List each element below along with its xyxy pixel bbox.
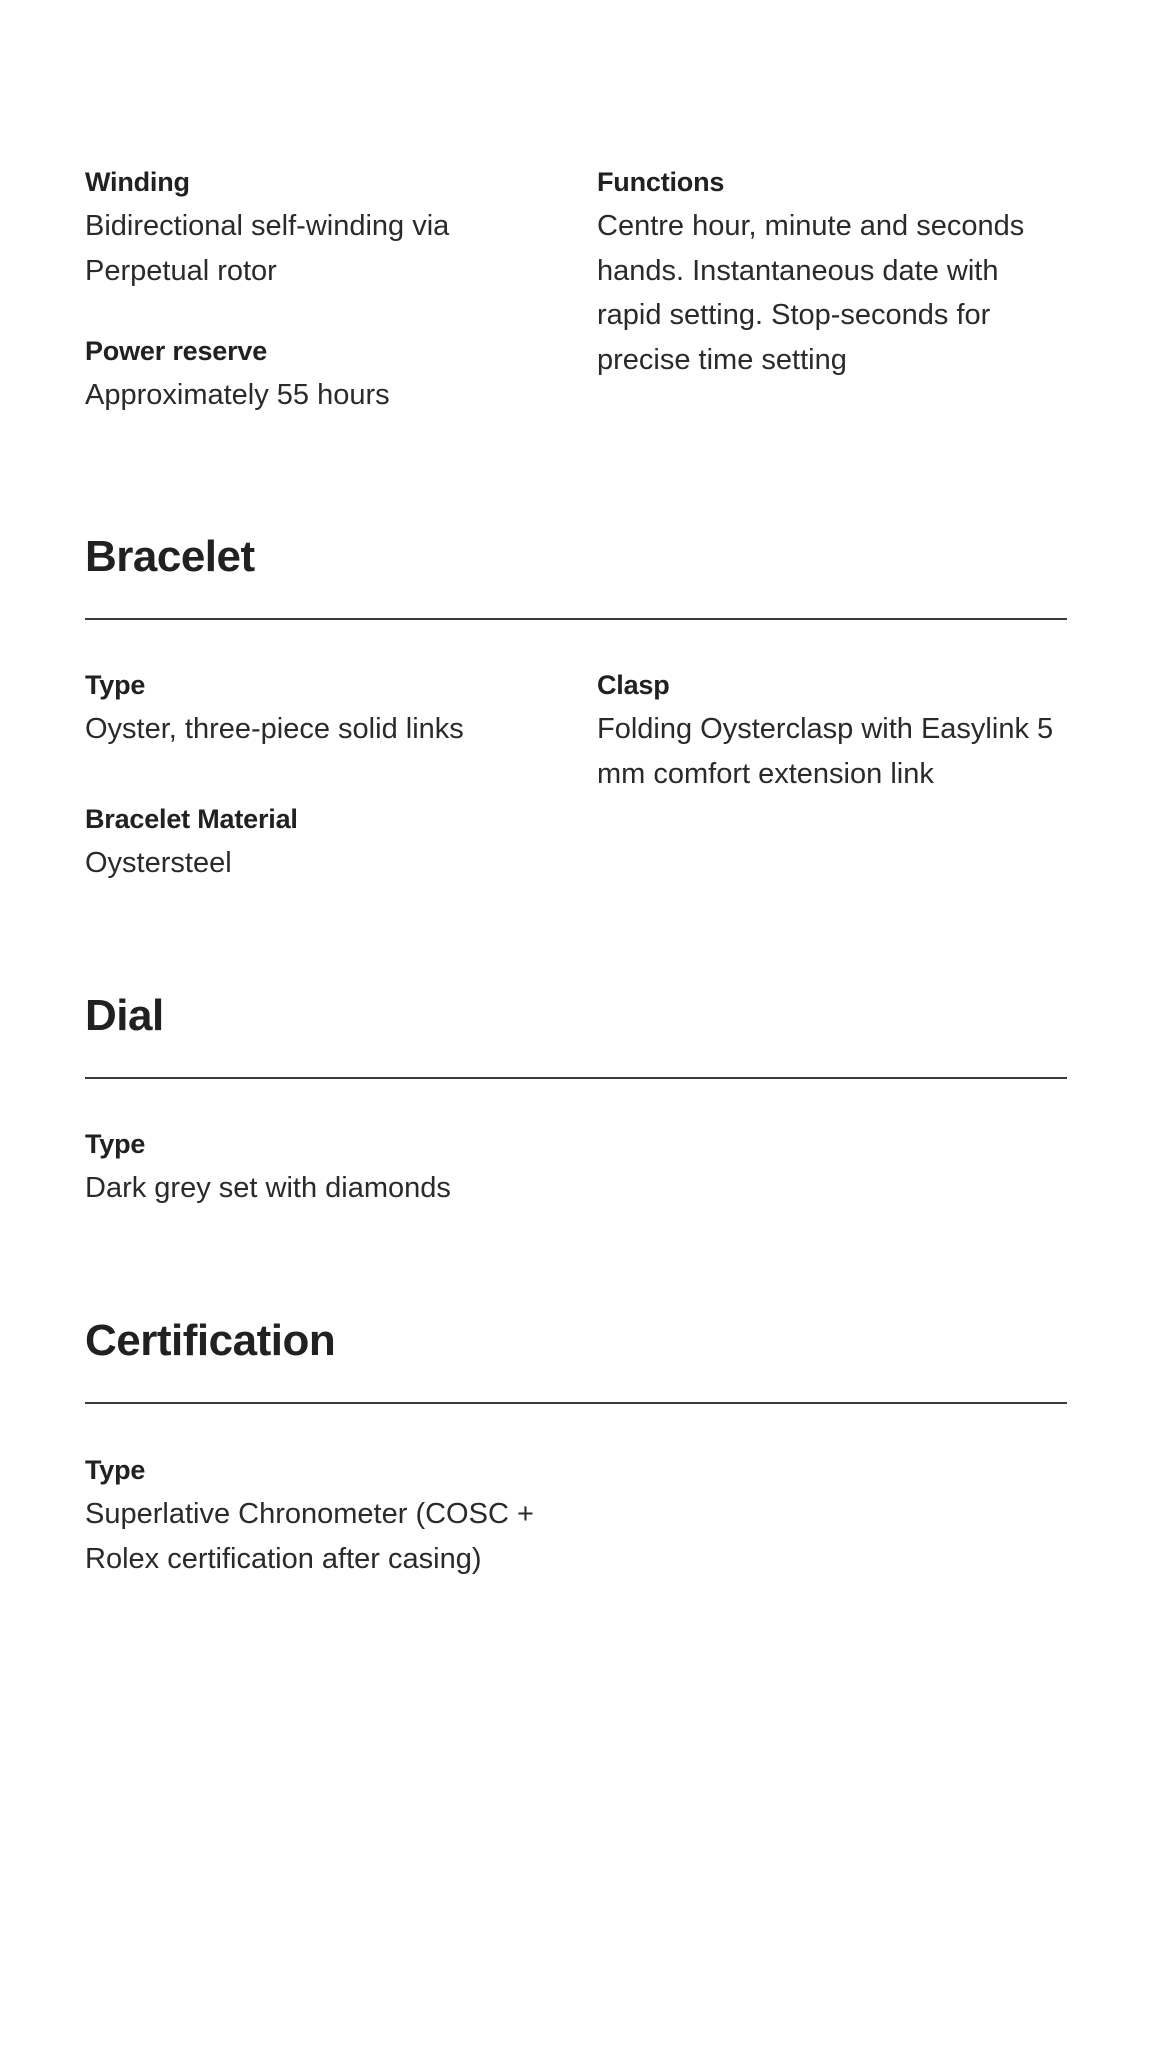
dial-section bbox=[85, 986, 1067, 1046]
bracelet-specs-row bbox=[85, 663, 1067, 921]
movement-left-column bbox=[85, 160, 597, 454]
movement-specs-row bbox=[85, 160, 1067, 454]
section-title-certification: Certification bbox=[85, 1316, 336, 1365]
spec-value: Oyster, three-piece solid links bbox=[85, 713, 464, 745]
spec-label: Bracelet Material bbox=[85, 803, 298, 834]
spec-label: Clasp bbox=[597, 670, 670, 700]
spec-label: Power reserve bbox=[85, 336, 268, 366]
dial-divider bbox=[85, 1077, 1067, 1079]
spec-value: Folding Oysterclasp with Easylink 5 mm comfort extension link bbox=[597, 713, 1054, 790]
bracelet-section bbox=[85, 527, 1067, 587]
spec-label: Functions bbox=[597, 167, 725, 197]
bracelet-divider bbox=[85, 618, 1067, 620]
spec-dial-type bbox=[85, 1122, 1067, 1211]
spec-label: Type bbox=[85, 1455, 146, 1485]
spec-label: Type bbox=[85, 1129, 146, 1159]
spec-certification-type bbox=[85, 1448, 1067, 1581]
dial-specs bbox=[85, 1122, 1067, 1247]
section-title-bracelet: Bracelet bbox=[85, 532, 255, 581]
certification-section bbox=[85, 1311, 1067, 1371]
spec-value: Superlative Chronometer (COSC + Rolex certification after casing) bbox=[85, 1498, 534, 1575]
spec-value: Centre hour, minute and seconds hands. Instantaneous date with rapid setting. Stop-seconds for precise time setting bbox=[597, 210, 1025, 376]
spec-value: Approximately 55 hours bbox=[85, 379, 390, 411]
movement-right-column bbox=[597, 160, 1067, 454]
bracelet-right-column bbox=[597, 663, 1077, 921]
spec-bracelet-material bbox=[85, 797, 597, 886]
section-title-dial: Dial bbox=[85, 991, 164, 1040]
movement-specs bbox=[85, 160, 1067, 454]
spec-winding bbox=[85, 160, 597, 293]
spec-label: Winding bbox=[85, 167, 190, 197]
spec-value: Oystersteel bbox=[85, 846, 232, 879]
spec-value: Dark grey set with diamonds bbox=[85, 1172, 451, 1204]
spec-bracelet-type bbox=[85, 663, 597, 752]
certification-specs bbox=[85, 1448, 1067, 1617]
bracelet-specs bbox=[85, 663, 1067, 921]
spec-value: Bidirectional self-winding via Perpetual rotor bbox=[85, 210, 450, 287]
spec-power-reserve bbox=[85, 329, 597, 418]
spec-clasp bbox=[597, 663, 1077, 796]
certification-divider bbox=[85, 1402, 1067, 1404]
bracelet-left-column bbox=[85, 663, 597, 921]
spec-label: Type bbox=[85, 670, 146, 700]
spec-functions bbox=[597, 160, 1067, 382]
